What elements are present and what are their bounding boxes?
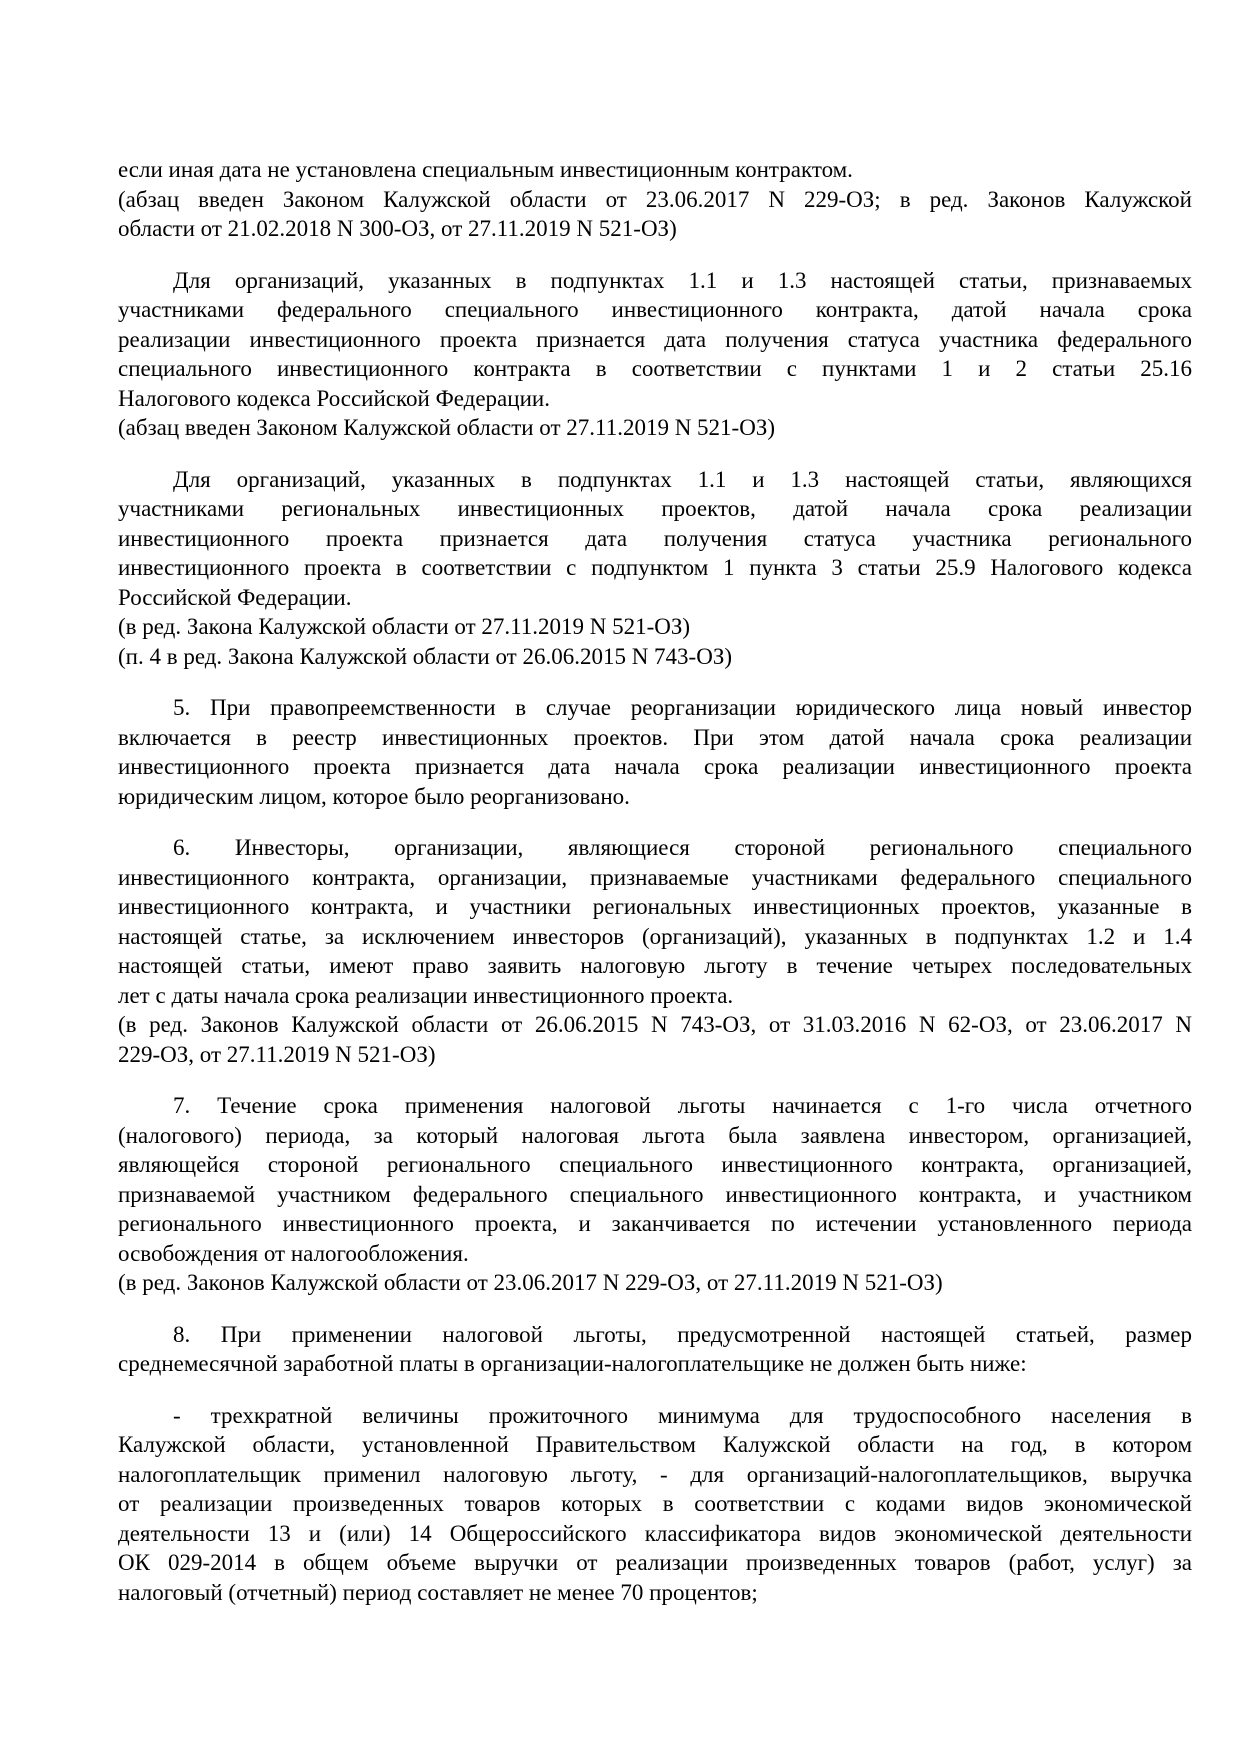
text-line: (налогового) периода, за который налоговая льгота была заявлена инвестором, организацией,: [118, 1122, 1192, 1148]
text-line: лет с даты начала срока реализации инвестиционного проекта.: [118, 982, 734, 1008]
text-line: инвестиционного контракта, организации, признаваемые участниками федерального специального: [118, 864, 1192, 890]
text-line: Налогового кодекса Российской Федерации.: [118, 385, 550, 411]
text-line: среднемесячной заработной платы в организации-налогоплательщике не должен быть ниже:: [118, 1351, 1027, 1376]
paragraph: [118, 1401, 1192, 1608]
text-line: Калужской области, установленной Правительством Калужской области на год, в котором: [118, 1432, 1192, 1457]
paragraph: [118, 1091, 1192, 1268]
paragraph: [118, 465, 1192, 613]
text-line: Российской Федерации.: [118, 584, 352, 610]
text-block: [118, 155, 1192, 244]
text-line: налогоплательщик применил налоговую льготу, - для организаций-налогоплательщиков, выручка: [118, 1461, 1192, 1487]
text-line: 6. Инвесторы, организации, являющиеся стороной регионального специального: [173, 835, 1192, 860]
amendment-note: [118, 1268, 1192, 1298]
text-line: юридическим лицом, которое было реорганизовано.: [118, 783, 630, 809]
text-line: области от 21.02.2018 N 300-ОЗ, от 27.11.2019 N 521-ОЗ): [118, 216, 677, 241]
text-line: ОК 029-2014 в общем объеме выручки от реализации произведенных товаров (работ, услуг) за: [118, 1550, 1192, 1575]
text-line: участниками региональных инвестиционных проектов, датой начала срока реализации: [118, 496, 1192, 521]
text-block: [118, 833, 1192, 1069]
text-line: включается в реестр инвестиционных проектов. При этом датой начала срока реализации: [118, 724, 1192, 750]
text-line: являющейся стороной регионального специального инвестиционного контракта, организацией,: [118, 1152, 1192, 1177]
text-line: специального инвестиционного контракта в соответствии с пунктами 1 и 2 статьи 25.16: [118, 356, 1192, 381]
text-line: от реализации произведенных товаров которых в соответствии с кодами видов экономической: [118, 1491, 1192, 1516]
text-line: инвестиционного проекта признается дата получения статуса участника регионального: [118, 525, 1192, 551]
text-block: [118, 693, 1192, 811]
text-block: [118, 465, 1192, 672]
paragraph: [118, 833, 1192, 1010]
text-line: (абзац введен Законом Калужской области от 23.06.2017 N 229-ОЗ; в ред. Законов Калужской: [118, 186, 1192, 212]
text-block: [118, 1320, 1192, 1379]
text-line: 229-ОЗ, от 27.11.2019 N 521-ОЗ): [118, 1041, 436, 1067]
text-line: - трехкратной величины прожиточного минимума для трудоспособного населения в: [173, 1402, 1192, 1428]
amendment-note: [118, 1010, 1192, 1069]
amendment-note: [118, 612, 1192, 642]
text-line: настоящей статье, за исключением инвесторов (организаций), указанных в подпунктах 1.2 и 1.4: [118, 923, 1192, 949]
text-line: 5. При правопреемственности в случае реорганизации юридического лица новый инвестор: [173, 695, 1192, 720]
text-block: [118, 1091, 1192, 1298]
text-line: 8. При применении налоговой льготы, предусмотренной настоящей статьей, размер: [173, 1321, 1192, 1347]
paragraph: [118, 693, 1192, 811]
text-line: инвестиционного проекта признается дата начала срока реализации инвестиционного проекта: [118, 754, 1192, 779]
paragraph: [118, 1320, 1192, 1379]
text-line: деятельности 13 и (или) 14 Общероссийского классификатора видов экономической деятельности: [118, 1520, 1192, 1546]
text-block: [118, 1401, 1192, 1608]
text-line: инвестиционного контракта, и участники региональных инвестиционных проектов, указанные в: [118, 894, 1192, 919]
amendment-note: [118, 413, 1192, 443]
text-block: [118, 266, 1192, 443]
amendment-note: [118, 185, 1192, 244]
text-line: налоговый (отчетный) период составляет не менее 70 процентов;: [118, 1579, 758, 1605]
text-line: (в ред. Законов Калужской области от 23.06.2017 N 229-ОЗ, от 27.11.2019 N 521-ОЗ): [118, 1270, 943, 1295]
text-line: Для организаций, указанных в подпунктах 1.1 и 1.3 настоящей статьи, являющихся: [173, 466, 1192, 492]
text-line: освобождения от налогообложения.: [118, 1240, 469, 1266]
text-line: (в ред. Законов Калужской области от 26.06.2015 N 743-ОЗ, от 31.03.2016 N 62-ОЗ, от 23.06.2017 N: [118, 1012, 1192, 1037]
text-line: Для организаций, указанных в подпунктах 1.1 и 1.3 настоящей статьи, признаваемых: [173, 267, 1192, 293]
text-line: регионального инвестиционного проекта, и заканчивается по истечении установленного периода: [118, 1211, 1192, 1236]
text-line: (абзац введен Законом Калужской области от 27.11.2019 N 521-ОЗ): [118, 415, 776, 440]
text-line: реализации инвестиционного проекта признается дата получения статуса участника федерального: [118, 326, 1192, 352]
text-line: инвестиционного проекта в соответствии с подпунктом 1 пункта 3 статьи 25.9 Налогового кодекса: [118, 555, 1192, 580]
paragraph: [118, 266, 1192, 414]
text-line: если иная дата не установлена специальным инвестиционным контрактом.: [118, 157, 853, 182]
document-page: [118, 155, 1192, 1629]
amendment-note: [118, 642, 1192, 672]
text-line: 7. Течение срока применения налоговой льготы начинается с 1-го числа отчетного: [173, 1093, 1192, 1118]
text-line: (в ред. Закона Калужской области от 27.11.2019 N 521-ОЗ): [118, 614, 691, 639]
text-line: участниками федерального специального инвестиционного контракта, датой начала срока: [118, 297, 1192, 322]
text-line: признаваемой участником федерального специального инвестиционного контракта, и участником: [118, 1181, 1192, 1207]
text-line: (п. 4 в ред. Закона Калужской области от 26.06.2015 N 743-ОЗ): [118, 643, 733, 669]
text-line: настоящей статьи, имеют право заявить налоговую льготу в течение четырех последовательных: [118, 953, 1192, 978]
paragraph: [118, 155, 1192, 185]
